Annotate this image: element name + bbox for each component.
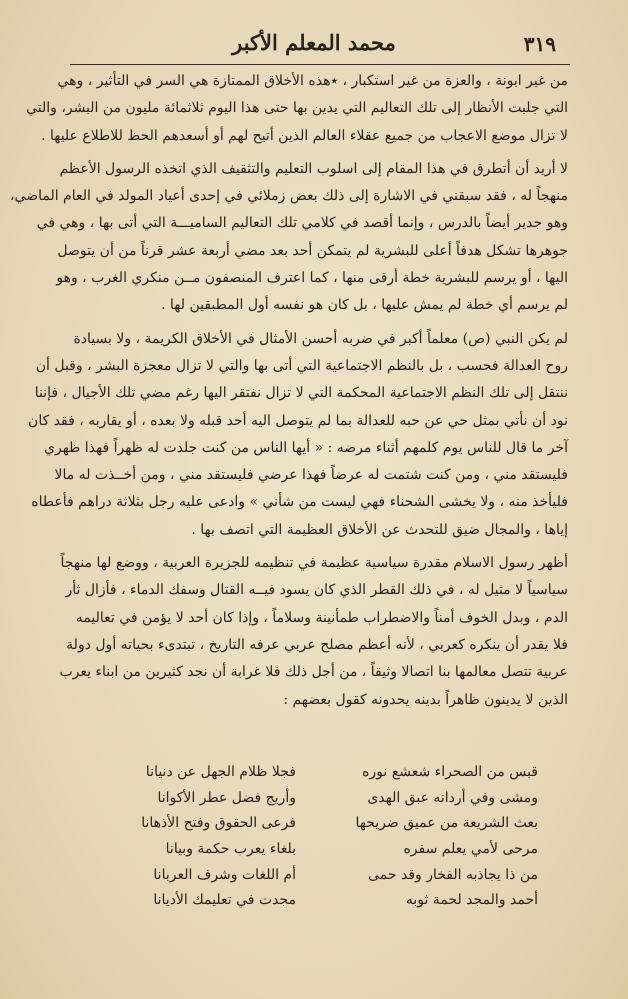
text-line: الذين لا يدينون ظاهراً بدينه يحدونه كقول بعضهم : xyxy=(283,691,568,708)
text-line: لا أريد أن أتطرق في هذا المقام إلى اسلوب التعليم والتثقيف الذي اتخذه الرسول الأعظم xyxy=(59,160,568,177)
verse-first-hemistich: من ذا يجاذبه الفخار وقد حمى xyxy=(368,866,538,883)
paragraph xyxy=(59,550,568,714)
text-line: الدم ، وبدل الخوف أمناً والاضطراب طمأنينة وسلاماً ، وإذا كان أحد لا يؤمن في تعاليمه xyxy=(75,609,568,626)
page-header xyxy=(72,30,556,60)
poem-verse xyxy=(80,786,544,812)
page-number: ٣١٩ xyxy=(523,32,556,56)
header-rule xyxy=(70,64,570,65)
text-line: سياسياً لا مثيل له ، في ذلك القطر الذي كان يسود فيــه القتال وسفك الدماء ، فأزال ثأر xyxy=(65,582,568,599)
verse-second-hemistich: فجلا ظلام الجهل عن دنيانا xyxy=(145,764,296,780)
poem-verse xyxy=(80,863,544,889)
text-line: آخر ما قال للناس يوم كلمهم أثناء مرضه : « أيها الناس من كنت جلدت له ظهراً فهذا ظهري xyxy=(44,439,568,456)
text-line: التي جلبت الأنظار إلى تلك التعاليم التي يدين بها حتى هذا اليوم ثلاثمائة مليون من البشر، والتي xyxy=(26,100,568,117)
paragraph xyxy=(26,68,568,150)
running-title: محمد المعلم الأكبر xyxy=(232,30,396,55)
text-line: وهو جدير أيضاً بالدرس ، وإنما أقصد في كلامي تلك التعاليم الساميـــة التي أتى بها ، وهي في xyxy=(36,215,568,232)
text-line: لم يكن النبي (ص) معلماً أكبر في ضربه أحسن الأمثال في الأخلاق الكريمة ، ولا بسيادة xyxy=(73,330,568,347)
verse-second-hemistich: فرعى الحقوق وفتح الأذهانا xyxy=(141,815,296,832)
text-line: نود أن نأتي بمثل حي عن حبه للعدالة بما لم يتوصل اليه أحد قبله ولا بعده ، أو يقاربه ، فقد كان xyxy=(28,412,568,429)
verse-first-hemistich: مرحى لأمي يعلم سفره xyxy=(403,841,538,858)
poem xyxy=(80,760,544,914)
text-line: فليستقد مني ، ومن كنت شتمت له عرضاً فهذا عرضي فليستقد مني ، ومن أخــذت له مالا xyxy=(54,467,568,484)
verse-first-hemistich: أحمد والمجد لحمة ثوبه xyxy=(405,892,538,909)
text-line: جوهرها تشكل هدفاً أعلى للبشرية لم يتمكن أحد بعد مضي أربعة عشر قرناً من أن يتوصل xyxy=(57,242,568,259)
paragraph xyxy=(10,156,568,320)
text-line: روح العدالة فحسب ، بل بالنظم الاجتماعية التي أتى بها والتي لا تزال معجزة البشر ، وقبل أن xyxy=(35,357,568,374)
text-line: فلا يقدر أن ينكره كعربي ، لأنه أعظم مصلح عربي عرفه التاريخ ، تبتدىء بحياته أول دولة xyxy=(66,636,568,653)
page-body xyxy=(10,68,568,720)
text-line: أظهر رسول الاسلام مقدرة سياسية عظيمة في تنظيمه للجزيرة العربية ، ووضع لها منهجاً xyxy=(60,555,568,572)
verse-second-hemistich: بلغاء يعرب حكمة وبيانا xyxy=(165,841,296,858)
poem-verse xyxy=(80,760,544,786)
text-line: اليها ، أو يرسم للبشرية خطة أرقى منها ، كما اعترف المنصفون مــن منكري الغرب ، وهو xyxy=(56,270,568,287)
poem-verse xyxy=(80,888,544,914)
text-line: فليأخذ منه ، ولا يخشى الشحناء فهي ليست من شأني » وادعى عليه رجل بثلاثة دراهم فأعطاه xyxy=(31,494,568,511)
verse-second-hemistich: مجدت في تعليمك الأديانا xyxy=(153,892,296,909)
text-line: لم يرسم أي خطة لم يمش عليها ، بل كان هو نفسه أول المطبقين لها . xyxy=(161,297,568,314)
verse-first-hemistich: بعث الشريعة من عميق ضريحها xyxy=(355,815,538,832)
verse-first-hemistich: ومشى وفي أردانه عبق الهدى xyxy=(367,789,538,806)
verse-second-hemistich: أم اللغات وشرف العربانا xyxy=(153,866,296,883)
text-line: إياها ، والمجال ضيق للتحدث عن الأخلاق العظيمة التي اتصف بها . xyxy=(191,521,568,538)
text-line: من غير ابونة ، والعزة من غير استكبار ، ٭هذه الأخلاق الممتازة هي السر في التأثير ، وهي xyxy=(57,73,568,89)
text-line: منهجاً له ، فقد سبقني في الاشارة إلى ذلك بعض زملائي في إحدى أعياد المولد في العام الماضي، xyxy=(10,188,568,205)
text-line: عربية تتصل معالمها بنا اتصالا وثيقاً ، من أجل ذلك فلا غرابة أن نجد كثيرين من ابناء يعرب xyxy=(59,664,568,681)
paragraph xyxy=(28,326,568,544)
text-line: لا تزال موضع الاعجاب من جميع عقلاء العالم الذين أتيح لهم أو أسعدهم الحظ للاطلاع عليها . xyxy=(41,127,568,144)
text-line: ننتقل إلى تلك النظم الاجتماعية المحكمة التي لا تزال نفتقر اليها رغم مضي تلك الأجيال ، فإننا xyxy=(34,385,568,402)
verse-second-hemistich: وأريج فضل عطر الأكوانا xyxy=(157,789,296,806)
poem-verse xyxy=(80,837,544,863)
poem-verse xyxy=(80,811,544,837)
verse-first-hemistich: قبس من الصحراء شعشع نوره xyxy=(362,764,538,780)
